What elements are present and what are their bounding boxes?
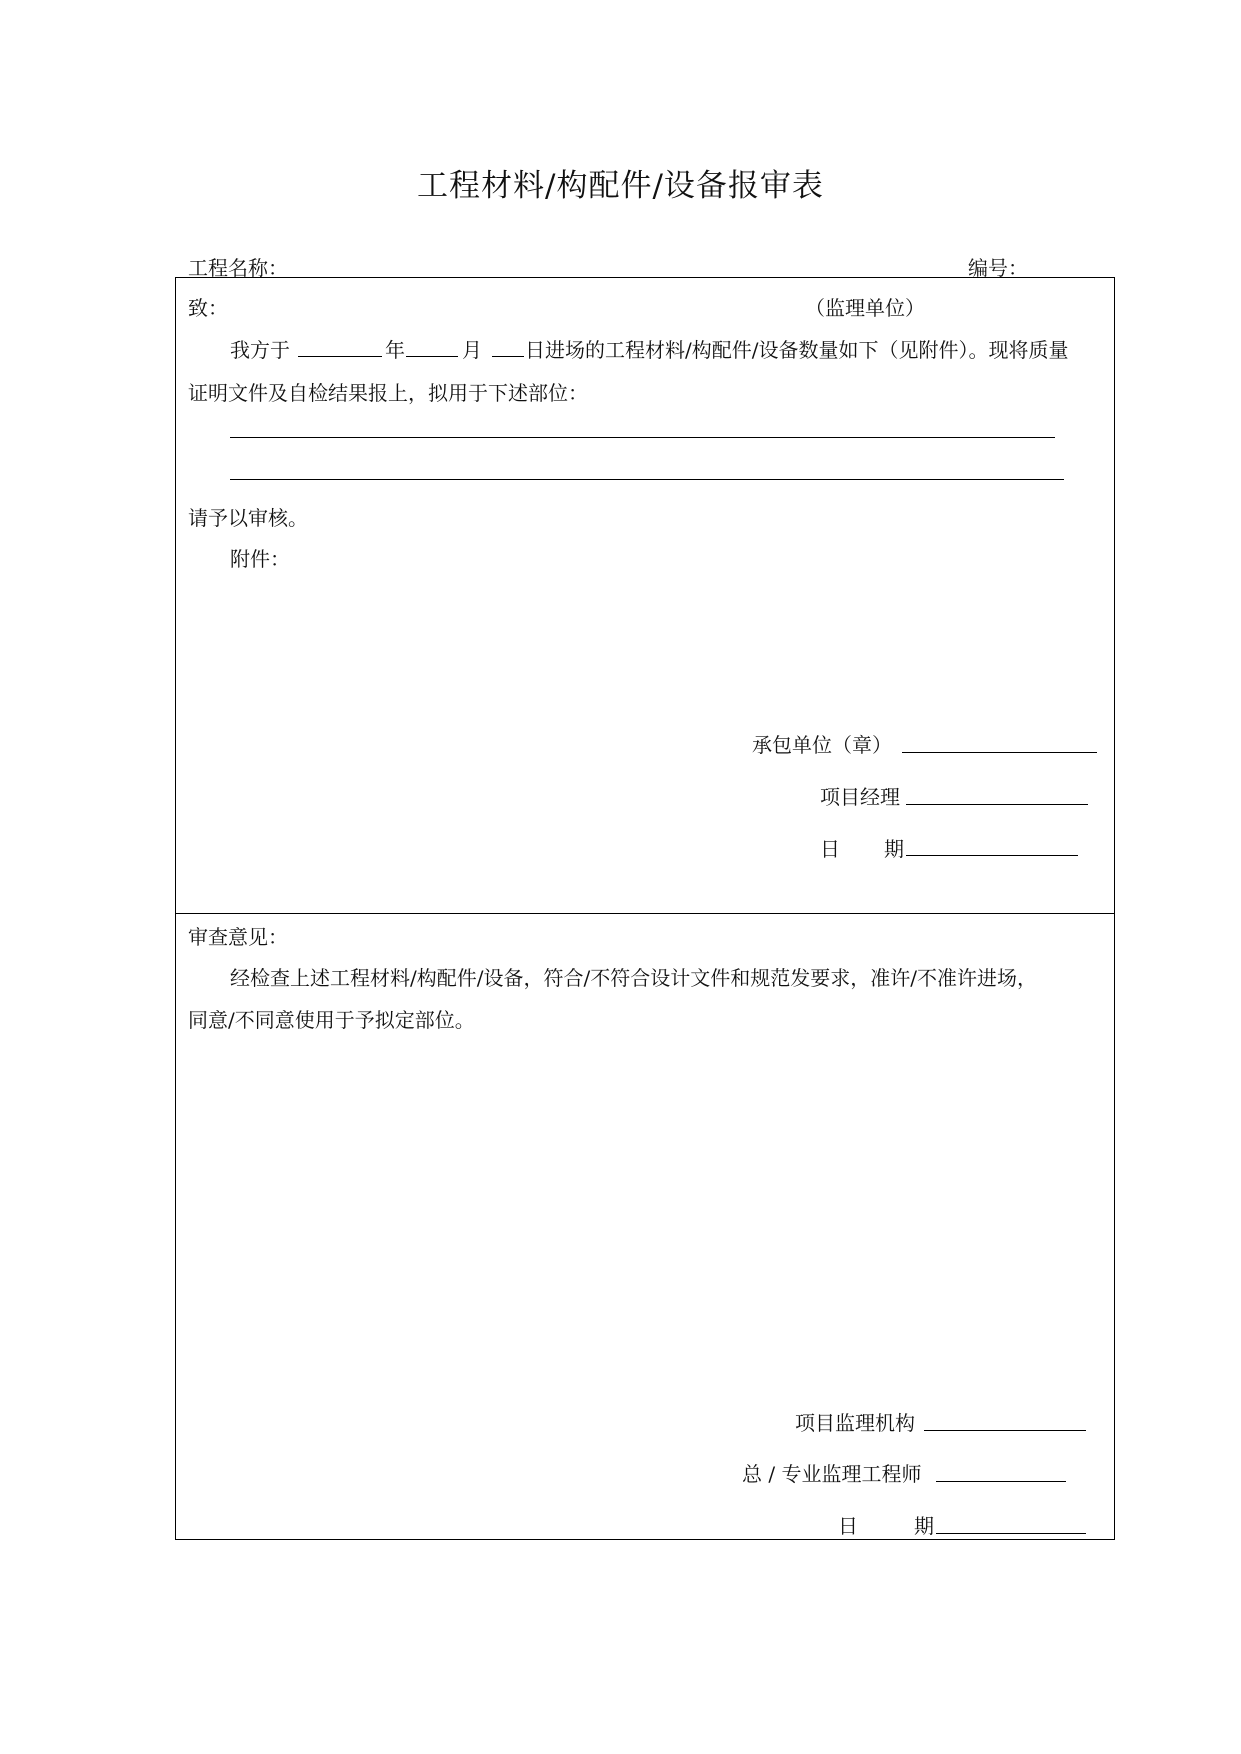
month-label: 月 [462, 338, 482, 362]
section-divider [176, 913, 1114, 914]
month-field[interactable] [406, 356, 458, 357]
attachment-label: 附件： [230, 547, 290, 571]
engineer-field[interactable] [936, 1481, 1066, 1482]
intro-text-line2: 证明文件及自检结果报上，拟用于下述部位： [188, 381, 588, 405]
contractor-label: 承包单位（章） [752, 733, 892, 757]
year-field[interactable] [298, 356, 382, 357]
request-text: 请予以审核。 [188, 506, 308, 530]
date-label-day-2: 日 [838, 1514, 858, 1538]
date-label-period-2: 期 [914, 1514, 934, 1538]
intro-text-start: 我方于 [230, 338, 290, 362]
supervisor-unit-label: （监理单位） [805, 296, 925, 320]
opinion-label: 审查意见： [188, 925, 288, 949]
engineer-label: 总 / 专业监理工程师 [742, 1462, 922, 1486]
date-label-period: 期 [884, 837, 904, 861]
day-field[interactable] [492, 356, 524, 357]
location-field-1[interactable] [230, 437, 1055, 438]
opinion-line-2: 同意/不同意使用于予拟定部位。 [188, 1008, 475, 1032]
date-field-2[interactable] [936, 1533, 1086, 1534]
project-manager-label: 项目经理 [820, 785, 900, 809]
supervision-org-field[interactable] [924, 1430, 1086, 1431]
project-name-label: 工程名称： [188, 256, 288, 280]
page-title: 工程材料/构配件/设备报审表 [417, 168, 824, 204]
date-label-day: 日 [820, 837, 840, 861]
project-manager-field[interactable] [906, 804, 1088, 805]
form-table [175, 277, 1115, 1540]
opinion-line-1: 经检查上述工程材料/构配件/设备，符合/不符合设计文件和规范发要求，准许/不准许进场， [230, 966, 1037, 990]
intro-text-rest: 日进场的工程材料/构配件/设备数量如下（见附件）。现将质量 [525, 338, 1069, 362]
supervision-org-label: 项目监理机构 [795, 1411, 915, 1435]
year-label: 年 [385, 338, 405, 362]
number-label: 编号： [968, 256, 1028, 280]
date-field-1[interactable] [906, 855, 1078, 856]
location-field-2[interactable] [230, 479, 1064, 480]
to-label: 致： [188, 296, 228, 320]
contractor-field[interactable] [902, 752, 1097, 753]
